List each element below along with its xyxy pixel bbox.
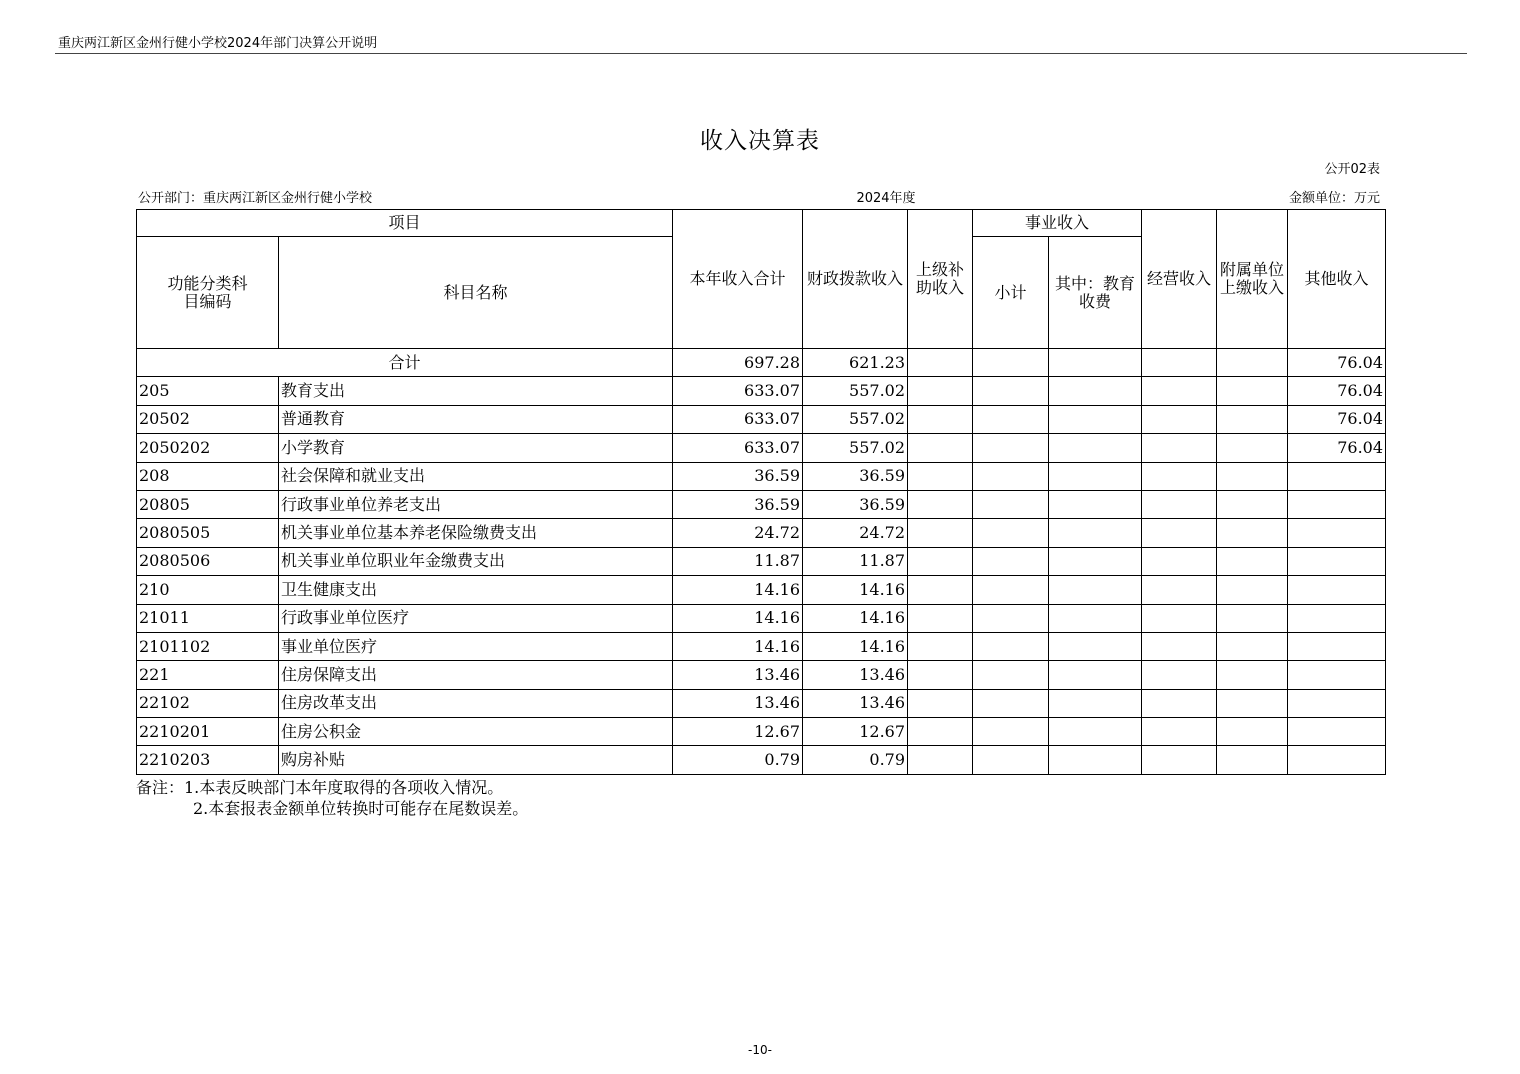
row-other xyxy=(1288,661,1386,689)
row-code: 20502 xyxy=(137,405,279,433)
row-total: 12.67 xyxy=(673,718,803,746)
table-row xyxy=(137,490,1386,518)
row-name: 合计 xyxy=(137,349,673,377)
row-name: 住房改革支出 xyxy=(279,689,673,717)
row-other xyxy=(1288,519,1386,547)
unit-label: 金额单位：万元 xyxy=(1288,191,1380,206)
row-other xyxy=(1288,490,1386,518)
row-name: 事业单位医疗 xyxy=(279,632,673,660)
row-code: 20805 xyxy=(137,490,279,518)
table-row xyxy=(137,746,1386,774)
row-code: 21011 xyxy=(137,604,279,632)
row-total: 633.07 xyxy=(673,434,803,462)
row-code: 208 xyxy=(137,462,279,490)
row-other xyxy=(1288,689,1386,717)
table-row xyxy=(137,689,1386,717)
row-total: 0.79 xyxy=(673,746,803,774)
header-total: 本年收入合计 xyxy=(673,210,803,349)
row-total: 14.16 xyxy=(673,576,803,604)
table-row xyxy=(137,718,1386,746)
notes xyxy=(136,777,528,819)
table-row xyxy=(137,519,1386,547)
table-code: 公开02表 xyxy=(1324,162,1380,177)
year-label: 2024年度 xyxy=(856,191,916,206)
row-name: 购房补贴 xyxy=(279,746,673,774)
row-name: 卫生健康支出 xyxy=(279,576,673,604)
row-code: 2101102 xyxy=(137,632,279,660)
row-other xyxy=(1288,547,1386,575)
row-total: 24.72 xyxy=(673,519,803,547)
header-fiscal: 财政拨款收入 xyxy=(803,210,908,349)
row-total: 633.07 xyxy=(673,377,803,405)
row-fiscal: 0.79 xyxy=(803,746,908,774)
row-total: 13.46 xyxy=(673,661,803,689)
row-other: 76.04 xyxy=(1288,434,1386,462)
row-other xyxy=(1288,718,1386,746)
row-fiscal: 36.59 xyxy=(803,490,908,518)
header-other: 其他收入 xyxy=(1288,210,1386,349)
row-other: 76.04 xyxy=(1288,349,1386,377)
page-number: -10- xyxy=(748,1043,772,1057)
row-name: 住房公积金 xyxy=(279,718,673,746)
header-subtotal: 小计 xyxy=(973,237,1049,349)
row-fiscal: 36.59 xyxy=(803,462,908,490)
row-total: 11.87 xyxy=(673,547,803,575)
row-fiscal: 14.16 xyxy=(803,576,908,604)
row-name: 行政事业单位医疗 xyxy=(279,604,673,632)
row-fiscal: 621.23 xyxy=(803,349,908,377)
header-affiliated: 附属单位上缴收入 xyxy=(1217,210,1288,349)
row-fiscal: 557.02 xyxy=(803,377,908,405)
row-other xyxy=(1288,462,1386,490)
table-title: 收入决算表 xyxy=(700,128,820,154)
row-total: 633.07 xyxy=(673,405,803,433)
row-name: 小学教育 xyxy=(279,434,673,462)
table-row xyxy=(137,462,1386,490)
row-other xyxy=(1288,576,1386,604)
row-fiscal: 557.02 xyxy=(803,405,908,433)
header-item: 项目 xyxy=(137,210,673,237)
row-other xyxy=(1288,746,1386,774)
header-edu-fee: 其中：教育收费 xyxy=(1049,237,1142,349)
row-name: 社会保障和就业支出 xyxy=(279,462,673,490)
header-business: 事业收入 xyxy=(973,210,1142,237)
header-code: 功能分类科目编码 xyxy=(137,237,279,349)
row-total: 36.59 xyxy=(673,462,803,490)
table-row xyxy=(137,405,1386,433)
row-fiscal: 14.16 xyxy=(803,632,908,660)
row-other: 76.04 xyxy=(1288,405,1386,433)
row-code: 221 xyxy=(137,661,279,689)
row-code: 210 xyxy=(137,576,279,604)
row-other xyxy=(1288,632,1386,660)
row-other xyxy=(1288,604,1386,632)
row-code: 22102 xyxy=(137,689,279,717)
row-fiscal: 14.16 xyxy=(803,604,908,632)
row-total: 697.28 xyxy=(673,349,803,377)
department-label: 公开部门：重庆两江新区金州行健小学校 xyxy=(138,191,373,206)
income-table xyxy=(136,209,1386,775)
row-name: 普通教育 xyxy=(279,405,673,433)
table-row xyxy=(137,434,1386,462)
row-total: 14.16 xyxy=(673,632,803,660)
row-name: 机关事业单位职业年金缴费支出 xyxy=(279,547,673,575)
row-fiscal: 11.87 xyxy=(803,547,908,575)
table-row xyxy=(137,632,1386,660)
header-operating: 经营收入 xyxy=(1142,210,1217,349)
table-row xyxy=(137,661,1386,689)
row-fiscal: 13.46 xyxy=(803,689,908,717)
table-row xyxy=(137,604,1386,632)
row-name: 行政事业单位养老支出 xyxy=(279,490,673,518)
table-row-total xyxy=(137,349,1386,377)
row-code: 205 xyxy=(137,377,279,405)
row-total: 13.46 xyxy=(673,689,803,717)
row-total: 36.59 xyxy=(673,490,803,518)
row-fiscal: 12.67 xyxy=(803,718,908,746)
row-fiscal: 13.46 xyxy=(803,661,908,689)
row-name: 教育支出 xyxy=(279,377,673,405)
header-superior: 上级补助收入 xyxy=(908,210,973,349)
header-name: 科目名称 xyxy=(279,237,673,349)
row-name: 住房保障支出 xyxy=(279,661,673,689)
row-code: 2080505 xyxy=(137,519,279,547)
note-line-2: 2.本套报表金额单位转换时可能存在尾数误差。 xyxy=(193,799,529,818)
row-fiscal: 24.72 xyxy=(803,519,908,547)
row-code: 2210201 xyxy=(137,718,279,746)
row-code: 2210203 xyxy=(137,746,279,774)
running-header: 重庆两江新区金州行健小学校2024年部门决算公开说明 xyxy=(58,36,378,51)
table-row xyxy=(137,547,1386,575)
row-total: 14.16 xyxy=(673,604,803,632)
row-code: 2080506 xyxy=(137,547,279,575)
row-other: 76.04 xyxy=(1288,377,1386,405)
note-line-1: 备注：1.本表反映部门本年度取得的各项收入情况。 xyxy=(136,778,504,797)
header-divider xyxy=(55,53,1467,54)
table-row xyxy=(137,576,1386,604)
row-code: 2050202 xyxy=(137,434,279,462)
row-name: 机关事业单位基本养老保险缴费支出 xyxy=(279,519,673,547)
table-row xyxy=(137,377,1386,405)
row-fiscal: 557.02 xyxy=(803,434,908,462)
